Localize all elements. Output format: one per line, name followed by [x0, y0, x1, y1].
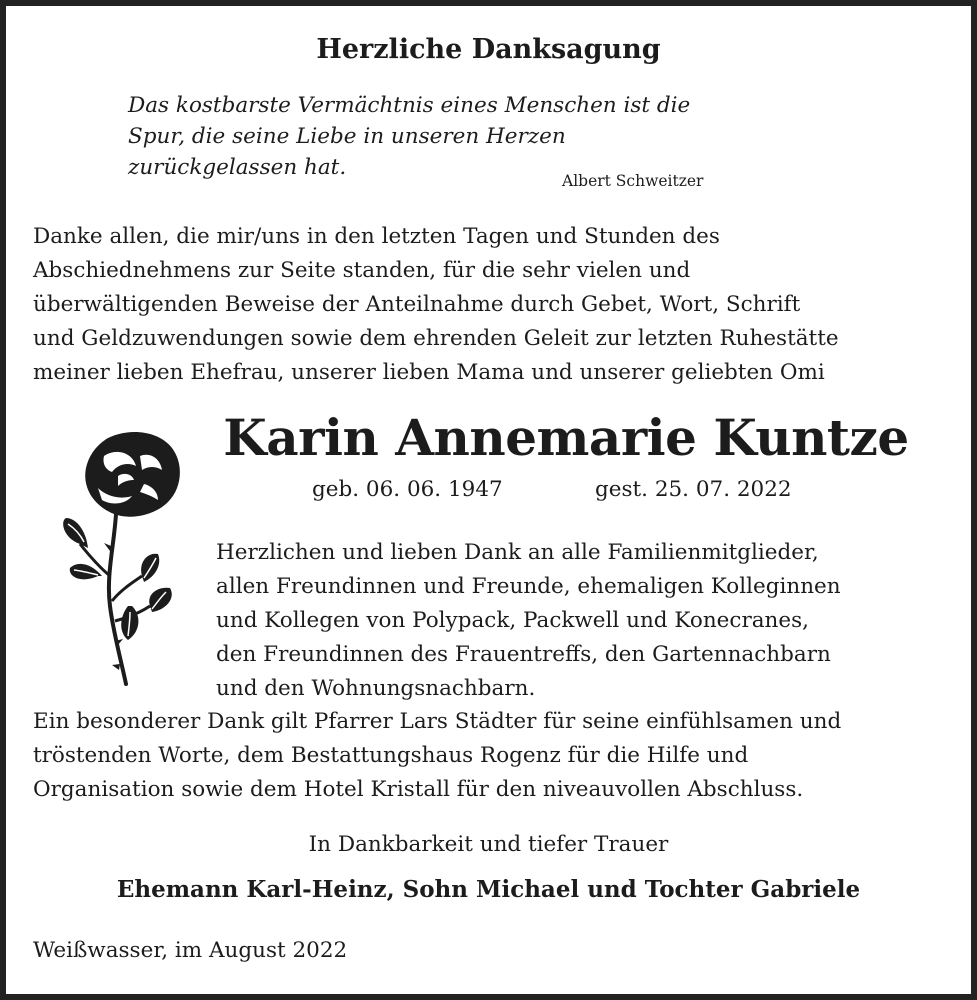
- signers: Ehemann Karl-Heinz, Sohn Michael und Tochter Gabriele: [116, 876, 861, 903]
- thanks-line: und Kollegen von Polypack, Packwell und Konecranes,: [216, 608, 809, 633]
- intro-line: und Geldzuwendungen sowie dem ehrenden Geleit zur letzten Ruhestätte: [33, 326, 839, 351]
- special-thanks-paragraph: [33, 705, 841, 807]
- quote-line: Das kostbarste Vermächtnis eines Menschen ist die: [128, 93, 691, 118]
- intro-line: überwältigenden Beweise der Anteilnahme durch Gebet, Wort, Schrift: [33, 292, 801, 317]
- birth-date: geb. 06. 06. 1947: [312, 477, 503, 502]
- quote: [128, 90, 690, 183]
- intro-line: meiner lieben Ehefrau, unserer lieben Mama und unserer geliebten Omi: [33, 360, 825, 385]
- death-date: gest. 25. 07. 2022: [595, 477, 792, 502]
- special-line: tröstenden Worte, dem Bestattungshaus Rogenz für die Hilfe und: [33, 743, 749, 768]
- closing-line: In Dankbarkeit und tiefer Trauer: [308, 832, 669, 857]
- intro-line: Danke allen, die mir/uns in den letzten Tagen und Stunden des: [33, 224, 720, 249]
- intro-paragraph: [33, 220, 839, 390]
- thanks-line: Herzlichen und lieben Dank an alle Familienmitglieder,: [216, 540, 819, 565]
- thanks-line: und den Wohnungsnachbarn.: [216, 676, 536, 701]
- thanks-paragraph: [216, 536, 841, 706]
- place-date: Weißwasser, im August 2022: [33, 938, 348, 963]
- quote-line: zurückgelassen hat.: [128, 155, 347, 180]
- intro-line: Abschiednehmens zur Seite standen, für die sehr vielen und: [33, 258, 691, 283]
- quote-line: Spur, die seine Liebe in unseren Herzen: [128, 124, 566, 149]
- thanks-line: den Freundinnen des Frauentreffs, den Gartennachbarn: [216, 642, 831, 667]
- thanks-line: allen Freundinnen und Freunde, ehemaligen Kolleginnen: [216, 574, 841, 599]
- deceased-name: Karin Annemarie Kuntze: [223, 408, 909, 467]
- quote-author: Albert Schweitzer: [562, 172, 704, 190]
- rose-icon: [58, 426, 183, 688]
- notice-title: Herzliche Danksagung: [316, 34, 661, 65]
- special-line: Ein besonderer Dank gilt Pfarrer Lars Städter für seine einfühlsamen und: [33, 709, 842, 734]
- special-line: Organisation sowie dem Hotel Kristall für den niveauvollen Abschluss.: [33, 777, 804, 802]
